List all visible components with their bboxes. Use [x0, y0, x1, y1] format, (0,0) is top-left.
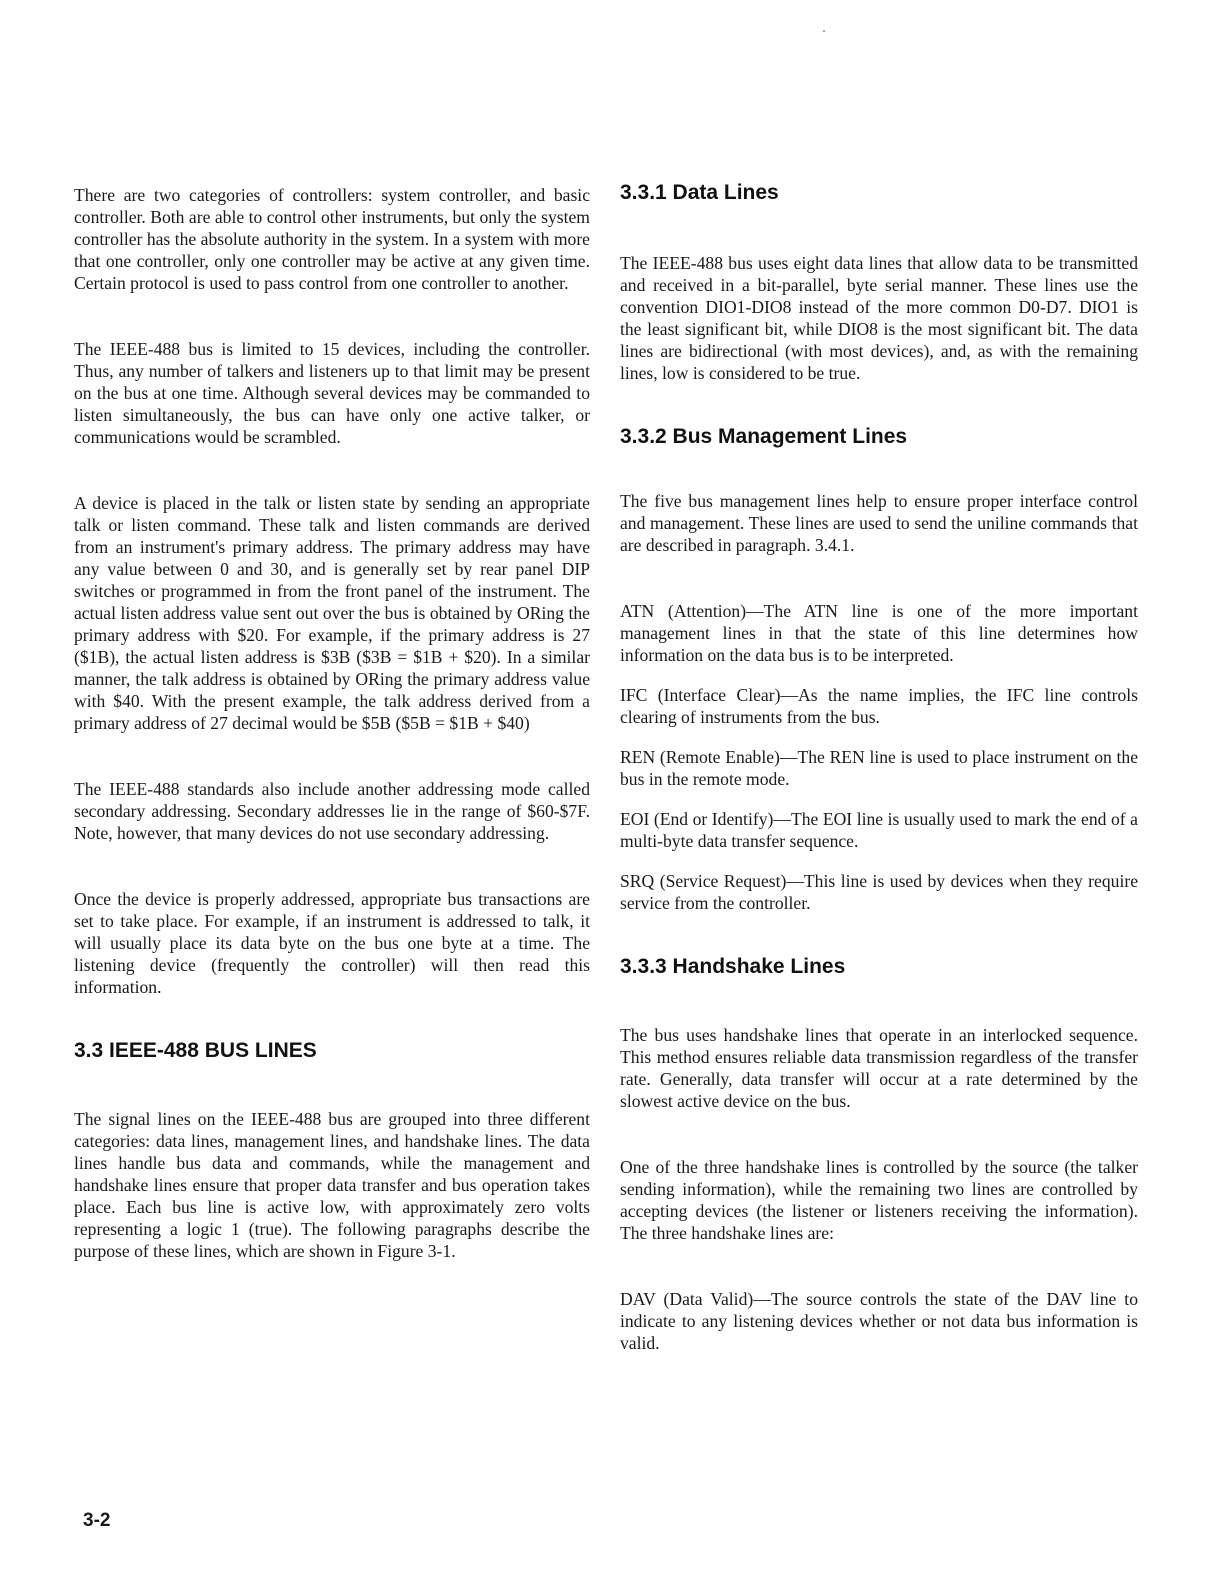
page-number: 3-2 [83, 1510, 111, 1531]
paragraph-dav: DAV (Data Valid)—The source controls the state of the DAV line to indicate to any listening devices whether or not data bus information is valid. [620, 1289, 1138, 1353]
section-heading-data-lines: 3.3.1 Data Lines [620, 181, 779, 204]
section-heading-bus-management-lines: 3.3.2 Bus Management Lines [620, 425, 908, 448]
left-column [74, 180, 590, 1262]
paragraph-atn: ATN (Attention)—The ATN line is one of the more important management lines in that the state of this line determines how information on the data bus is to be interpreted. [620, 601, 1138, 665]
paragraph-eoi: EOI (End or Identify)—The EOI line is usually used to mark the end of a multi-byte data transfer sequence. [620, 809, 1138, 851]
paragraph-bus-management: The five bus management lines help to ensure proper interface control and management. These lines are used to send the uniline commands that are described in paragraph. 3.4.1. [620, 491, 1138, 555]
paragraph-data-lines: The IEEE-488 bus uses eight data lines that allow data to be transmitted and received in a bit-parallel, byte serial manner. These lines use the convention DIO1-DIO8 instead of the more common D0-D7. DIO1 is the least significant bit, while DIO8 is the most significant bit. The data lines are bidirectional (with most devices), and, as with the remaining lines, low is considered to be true. [620, 253, 1138, 383]
paragraph-bus-transactions: Once the device is properly addressed, appropriate bus transactions are set to take place. For example, if an instrument is addressed to talk, it will usually place its data byte on the bus one byte at a time. The listening device (frequently the controller) will then read this information. [74, 889, 590, 997]
paragraph-secondary-addressing: The IEEE-488 standards also include another addressing mode called secondary addressing. Secondary addresses lie in the range of $60-$7F. Note, however, that many devices do not use secondary addressing. [74, 779, 590, 843]
paragraph-device-limit: The IEEE-488 bus is limited to 15 devices, including the controller. Thus, any number of talkers and listeners up to that limit may be present on the bus at one time. Although several devices may be commanded to listen simultaneously, the bus can have only one active talker, or communications would be scrambled. [74, 339, 590, 447]
paragraph-controller-categories: There are two categories of controllers: system controller, and basic controller. Both are able to control other instruments, but only the system controller has the absolute authority in the system. In a system with more that one controller, only one controller may be active at any given time. Certain protocol is used to pass control from one controller to another. [74, 185, 590, 293]
paragraph-ifc: IFC (Interface Clear)—As the name implies, the IFC line controls clearing of instruments from the bus. [620, 685, 1138, 727]
paragraph-talk-listen-addressing: A device is placed in the talk or listen state by sending an appropriate talk or listen command. These talk and listen commands are derived from an instrument's primary address. The primary address may have any value between 0 and 30, and is generally set by rear panel DIP switches or programmed in from the front panel of the instrument. The actual listen address value sent out over the bus is obtained by ORing the primary address with $20. For example, if the primary address is 27 ($1B), the actual listen address is $3B ($3B = $1B + $20). In a similar manner, the talk address is obtained by ORing the primary address value with $40. With the present example, the talk address derived from a primary address of 27 decimal would be $5B ($5B = $1B + $40) [74, 493, 590, 733]
scan-speck [823, 30, 825, 32]
section-heading-handshake-lines: 3.3.3 Handshake Lines [620, 955, 846, 978]
paragraph-handshake-lines: The bus uses handshake lines that operate in an interlocked sequence. This method ensures reliable data transmission regardless of the transfer rate. Generally, data transfer will occur at a rate determined by the slowest active device on the bus. [620, 1025, 1138, 1111]
section-heading-bus-lines: 3.3 IEEE-488 BUS LINES [74, 1039, 317, 1062]
right-column [620, 180, 1138, 1354]
paragraph-handshake-control: One of the three handshake lines is controlled by the source (the talker sending information), while the remaining two lines are controlled by accepting devices (the listener or listeners receiving the information). The three handshake lines are: [620, 1157, 1138, 1243]
paragraph-ren: REN (Remote Enable)—The REN line is used to place instrument on the bus in the remote mode. [620, 747, 1138, 789]
paragraph-srq: SRQ (Service Request)—This line is used by devices when they require service from the controller. [620, 871, 1138, 913]
paragraph-signal-lines: The signal lines on the IEEE-488 bus are grouped into three different categories: data lines, management lines, and handshake lines. The data lines handle bus data and commands, while the management and handshake lines ensure that proper data transfer and bus operation takes place. Each bus line is active low, with approximately zero volts representing a logic 1 (true). The following paragraphs describe the purpose of these lines, which are shown in Figure 3-1. [74, 1109, 590, 1261]
